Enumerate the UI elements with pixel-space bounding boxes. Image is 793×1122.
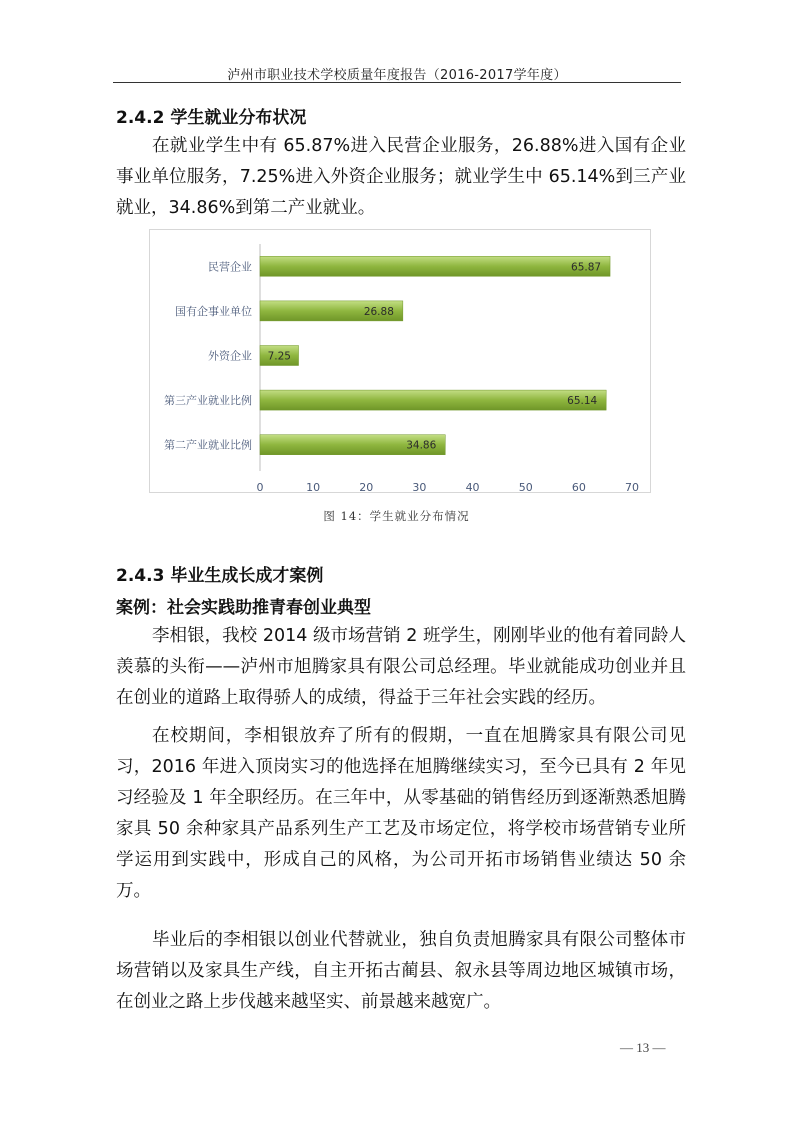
x-tick-label: 30 [412,481,427,492]
section-heading-2-4-2: 2.4.2 学生就业分布状况 [116,108,307,128]
header-divider [113,82,681,83]
category-label: 外资企业 [208,349,252,363]
data-label: 7.25 [267,350,291,363]
x-tick-label: 10 [306,481,321,492]
case-paragraph-2: 在校期间，李相银放弃了所有的假期，一直在旭腾家具有限公司见习，2016 年进入顶岗实习的他选择在旭腾继续实习，至今已具有 2 年见习经验及 1 年全职经历。在三年中，从零基础的销售经历到逐渐熟悉旭腾家具 50 余种家具产品系列生产工艺及市场定位，将学校市场营销专业所学运用到实践中，形成自己的风格，为公司开拓市场销售业绩达 50 余万。 [116,726,686,901]
figure-caption: 图 14：学生就业分布情况 [323,509,470,523]
category-label: 第二产业就业比例 [164,438,252,452]
section-heading-2-4-3: 2.4.3 毕业生成长成才案例 [116,566,324,586]
x-tick-label: 0 [256,481,264,492]
running-header: 泸州市职业技术学校质量年度报告（2016-2017学年度） [227,68,567,83]
x-tick-label: 20 [359,481,374,492]
x-tick-label: 60 [571,481,586,492]
employment-chart [149,229,651,493]
x-tick-label: 50 [518,481,533,492]
employment-bar-chart-svg [150,230,650,492]
category-label: 第三产业就业比例 [164,394,252,408]
bar [260,390,606,410]
x-tick-label: 70 [625,481,639,492]
employment-paragraph: 在就业学生中有 65.87%进入民营企业服务，26.88%进入国有企业事业单位服务，7.25%进入外资企业服务；就业学生中 65.14%到三产业就业，34.86%到第二产业就业。 [116,136,686,218]
data-label: 34.86 [406,439,437,452]
category-label: 国有企事业单位 [175,304,252,318]
category-label: 民营企业 [208,260,252,274]
case-paragraph-1: 李相银，我校 2014 级市场营销 2 班学生，刚刚毕业的他有着同龄人羡慕的头衔——泸州市旭腾家具有限公司总经理。毕业就能成功创业并且在创业的道路上取得骄人的成绩，得益于三年社会实践的经历。 [116,626,686,708]
case-paragraph-3: 毕业后的李相银以创业代替就业，独自负责旭腾家具有限公司整体市场营销以及家具生产线，自主开拓古蔺县、叙永县等周边地区城镇市场，在创业之路上步伐越来越坚实、前景越来越宽广。 [116,930,686,1012]
page-number: — 13 — [620,1040,666,1055]
data-label: 65.87 [571,261,602,274]
case-title: 案例：社会实践助推青春创业典型 [116,598,371,618]
x-tick-label: 40 [465,481,480,492]
data-label: 65.14 [567,395,598,408]
data-label: 26.88 [363,305,394,318]
bar [260,256,610,276]
